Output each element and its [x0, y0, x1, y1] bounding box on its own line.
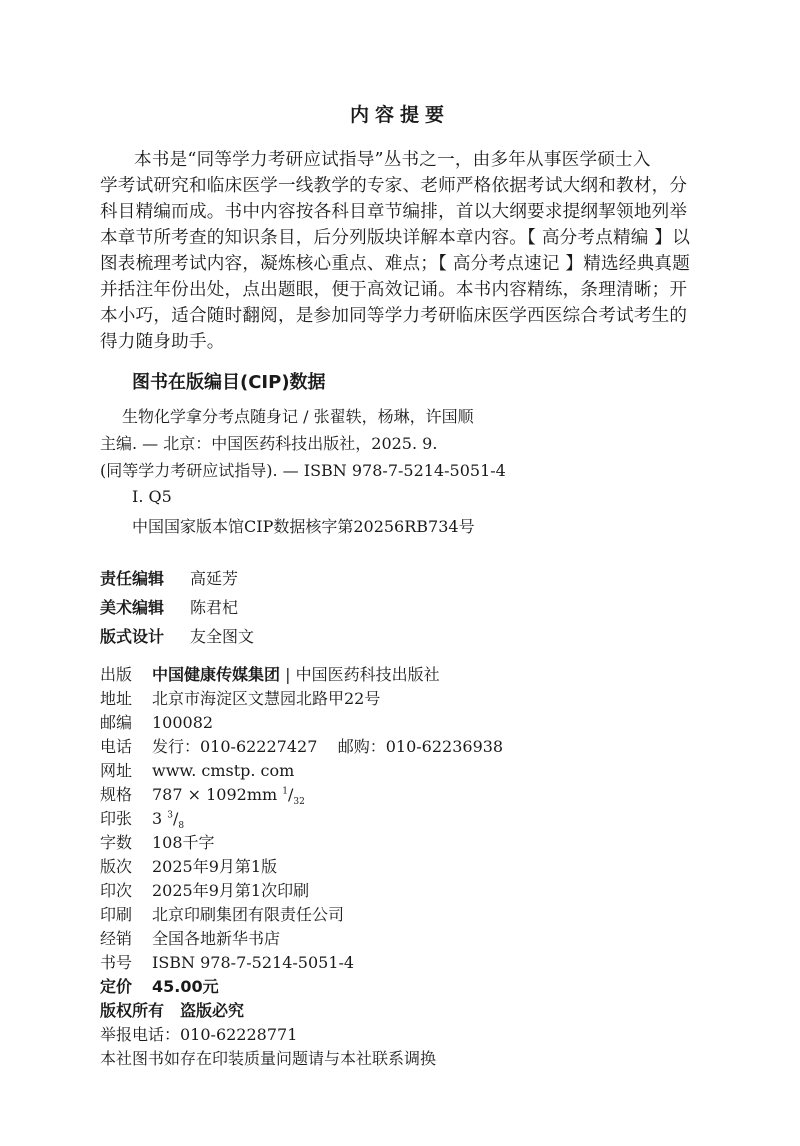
publisher-separator: |: [280, 665, 296, 684]
spec-value: www. cmstp. com: [152, 761, 295, 780]
cip-line: 生物化学拿分考点随身记 / 张翟轶，杨琳，许国顺: [122, 407, 474, 426]
spec-label: 邮编: [100, 713, 133, 732]
spec-value: 100082: [152, 713, 214, 732]
role-value: 陈君杞: [190, 598, 239, 617]
spec-row: [100, 710, 213, 733]
spec-label: 书号: [100, 953, 133, 972]
spec-row: [100, 686, 380, 709]
spec-label: 地址: [100, 689, 133, 708]
role-value: 高延芳: [190, 569, 239, 588]
quality-notice: 本社图书如存在印装质量问题请与本社联系调换: [100, 1049, 437, 1068]
summary-line: 本书是“同等学力考研应试指导”丛书之一，由多年从事医学硕士入: [134, 150, 651, 170]
spec-row: [100, 950, 354, 973]
cip-heading: 图书在版编目(CIP)数据: [132, 372, 326, 393]
spec-label: 出版: [100, 665, 133, 684]
spec-value: 全国各地新华书店: [152, 929, 281, 948]
role-label: 责任编辑: [100, 569, 165, 588]
publisher-group: 中国健康传媒集团: [152, 665, 281, 684]
spec-row: [100, 830, 215, 853]
price-row: [100, 974, 219, 997]
fraction-denominator: 32: [293, 797, 305, 808]
role-label: 美术编辑: [100, 598, 165, 617]
spec-label: 印张: [100, 809, 133, 828]
role-row: [100, 624, 254, 647]
format-row: 规格 787 × 1092mm $^1/_{32}$: [100, 782, 305, 807]
role-label: 版式设计: [100, 627, 165, 646]
fraction-denominator: 8: [178, 821, 185, 832]
spec-label: 网址: [100, 761, 133, 780]
spec-label: 经销: [100, 929, 133, 948]
spec-value: 北京市海淀区文慧园北路甲22号: [152, 689, 381, 708]
role-value: 友全图文: [190, 627, 255, 646]
rights-statement: 版权所有 盗版必究: [100, 1001, 245, 1020]
spec-value: 北京印刷集团有限责任公司: [152, 905, 345, 924]
spec-value: 2025年9月第1版: [152, 857, 278, 876]
publisher-row: [100, 662, 440, 685]
spec-label: 电话: [100, 737, 133, 756]
spec-value: 2025年9月第1次印刷: [152, 881, 310, 900]
spec-value: 3: [152, 809, 168, 828]
page-title: 内容提要: [349, 104, 450, 126]
spec-value: ISBN 978-7-5214-5051-4: [152, 953, 355, 972]
spec-row: [100, 734, 503, 757]
summary-line: 并括注年份出处，点出题眼，便于高效记诵。本书内容精练，条理清晰；开: [100, 280, 688, 300]
cip-line: Ⅰ. Q5: [132, 487, 172, 506]
spec-row: [100, 854, 277, 877]
spec-label: 版次: [100, 857, 133, 876]
price-value: 45.00元: [152, 977, 219, 996]
spec-row: [100, 926, 280, 949]
spec-value: 787 × 1092mm: [152, 785, 283, 804]
spec-value: 发行：010-62227427 邮购：010-62236938: [152, 737, 504, 756]
spec-label: 印次: [100, 881, 133, 900]
spec-row: [100, 758, 294, 781]
summary-line: 图表梳理考试内容，凝炼核心重点、难点；【 高分考点速记 】精选经典真题: [100, 254, 690, 274]
summary-line: 本小巧，适合随时翻阅，是参加同等学力考研临床医学西医综合考试考生的: [100, 306, 688, 326]
spec-row: [100, 878, 309, 901]
price-label: 定价: [100, 977, 133, 996]
spec-label: 字数: [100, 833, 133, 852]
fraction-numerator: 3: [167, 810, 173, 821]
role-row: [100, 595, 238, 618]
summary-line: 学考试研究和临床医学一线教学的专家、老师严格依据考试大纲和教材，分: [100, 176, 688, 196]
role-row: [100, 566, 238, 589]
publisher-name: 中国医药科技出版社: [295, 665, 440, 684]
cip-line: 中国国家版本馆CIP数据核字第20256RB734号: [132, 517, 475, 536]
summary-line: 科目精编而成。书中内容按各科目章节编排，首以大纲要求提纲挈领地列举: [100, 202, 688, 222]
fraction-numerator: 1: [282, 786, 288, 797]
spec-value: 108千字: [152, 833, 215, 852]
summary-line: 本章节所考查的知识条目，后分列版块详解本章内容。【 高分考点精编 】以: [100, 228, 690, 248]
cip-line: 主编. — 北京：中国医药科技出版社，2025. 9.: [100, 434, 438, 453]
spec-label: 规格: [100, 785, 133, 804]
spec-row: [100, 902, 344, 925]
sheets-row: 印张 3 $^3/_8$: [100, 806, 184, 831]
summary-line: 得力随身助手。: [100, 332, 225, 352]
report-phone: 举报电话：010-62228771: [100, 1025, 298, 1044]
spec-label: 印刷: [100, 905, 133, 924]
cip-line: (同等学力考研应试指导). — ISBN 978-7-5214-5051-4: [100, 461, 506, 480]
